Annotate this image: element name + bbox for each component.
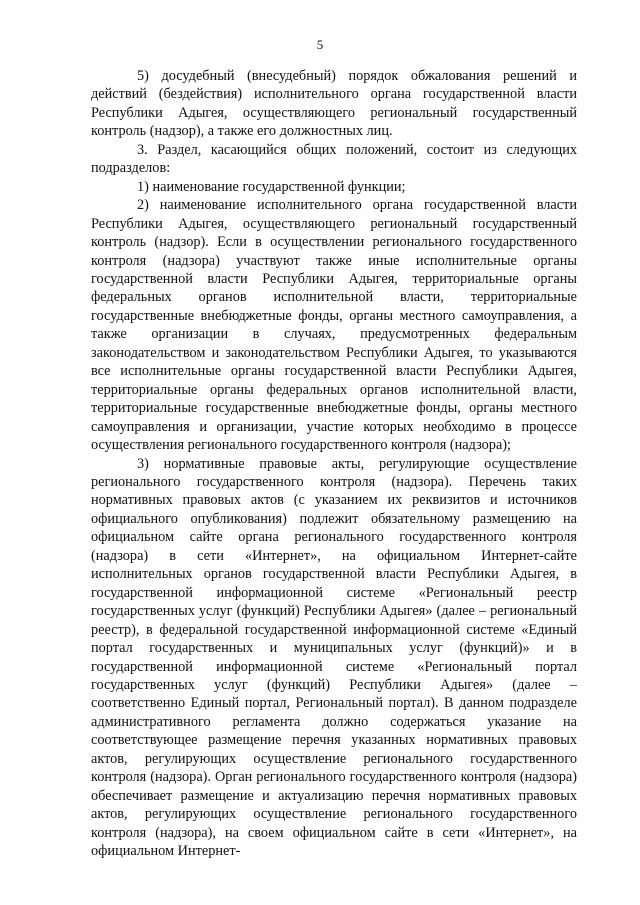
paragraph-item-2-executive-body: 2) наименование исполнительного органа государственной власти Республики Адыгея, осуществляющего региональный государственный контроль (надзор). Если в осуществлении регионального государственного контроля (надзора) участвуют также иные исполнительные органы государственной власти Республики Адыгея, территориальные органы федеральных органов исполнительной власти, территориальные государственные внебюджетные фонды, органы местного самоуправления, а также организации в случаях, предусмотренных федеральным законодательством и законодательством Республики Адыгея, то указываются все исполнительные органы государственной власти Республики Адыгея, территориальные органы федеральных органов исполнительной власти, территориальные государственные внебюджетные фонды, органы местного самоуправления и организации, участие которых необходимо в процессе осуществления регионального государственного контроля (надзора); (91, 197, 577, 454)
paragraph-item-1-function-name: 1) наименование государственной функции; (137, 178, 406, 195)
page-number: 5 (316, 37, 324, 52)
document-body (91, 67, 577, 860)
paragraph-item-3-regulatory-acts: 3) нормативные правовые акты, регулирующие осуществление регионального государственного контроля (надзора). Перечень таких нормативных правовых актов (с указанием их реквизитов и источников официального опубликования) подлежит обязательному размещению на официальном сайте органа регионального государственного контроля (надзора) в сети «Интернет», на официальном Интернет-сайте исполнительных органов государственной власти Республики Адыгея, в государственной информационной системе «Региональный реестр государственных услуг (функций) Республики Адыгея» (далее – региональный реестр), в федеральной государственной информационной системе «Единый портал государственных и муниципальных услуг (функций)» и в государственной информационной системе «Региональный портал государственных услуг (функций) Республики Адыгея» (далее – соответственно Единый портал, Региональный портал). В данном подразделе административного регламента должно содержаться указание на соответствующее размещение перечня указанных нормативных правовых актов, регулирующих осуществление регионального государственного контроля (надзора). Орган регионального государственного контроля (надзора) обеспечивает размещение и актуализацию перечня нормативных правовых актов, регулирующих осуществление регионального государственного контроля (надзора), на своем официальном сайте в сети «Интернет», на официальном Интернет- (91, 455, 577, 860)
paragraph-item-5-appeal-procedure: 5) досудебный (внесудебный) порядок обжалования решений и действий (бездействия) исполнительного органа государственной власти Республики Адыгея, осуществляющего региональный государственный контроль (надзор), а также его должностных лиц. (91, 68, 577, 140)
paragraph-section-3-general-provisions: 3. Раздел, касающийся общих положений, состоит из следующих подразделов: (91, 141, 577, 177)
